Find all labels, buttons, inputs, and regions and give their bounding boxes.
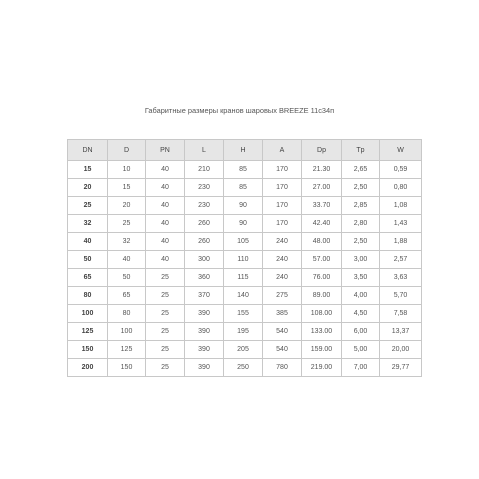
table-cell-h: 115 bbox=[224, 269, 263, 287]
table-cell-w: 1,88 bbox=[380, 233, 422, 251]
table-cell-dp: 219.00 bbox=[302, 359, 342, 377]
table-cell-d: 25 bbox=[108, 215, 146, 233]
table-cell-h: 205 bbox=[224, 341, 263, 359]
table-cell-a: 385 bbox=[263, 305, 302, 323]
table-cell-dn: 65 bbox=[68, 269, 108, 287]
column-header-l: L bbox=[185, 140, 224, 161]
table-cell-d: 125 bbox=[108, 341, 146, 359]
table-cell-a: 780 bbox=[263, 359, 302, 377]
table-cell-tp: 3,00 bbox=[342, 251, 380, 269]
table-row bbox=[68, 215, 422, 233]
table-cell-h: 105 bbox=[224, 233, 263, 251]
table-cell-w: 2,57 bbox=[380, 251, 422, 269]
table-header-row bbox=[68, 140, 422, 161]
table-cell-w: 3,63 bbox=[380, 269, 422, 287]
table-cell-a: 170 bbox=[263, 215, 302, 233]
table-cell-h: 155 bbox=[224, 305, 263, 323]
table-cell-l: 390 bbox=[185, 323, 224, 341]
table-cell-h: 90 bbox=[224, 215, 263, 233]
table-cell-h: 110 bbox=[224, 251, 263, 269]
table-cell-w: 1,08 bbox=[380, 197, 422, 215]
table-cell-tp: 3,50 bbox=[342, 269, 380, 287]
table-row bbox=[68, 269, 422, 287]
table-cell-w: 1,43 bbox=[380, 215, 422, 233]
table-cell-a: 170 bbox=[263, 161, 302, 179]
table-cell-pn: 40 bbox=[146, 197, 185, 215]
table-cell-tp: 2,65 bbox=[342, 161, 380, 179]
table-cell-dp: 21.30 bbox=[302, 161, 342, 179]
page-title: Габаритные размеры кранов шаровых BREEZE 11с34п bbox=[144, 106, 335, 115]
column-header-tp: Tp bbox=[342, 140, 380, 161]
table-cell-pn: 40 bbox=[146, 233, 185, 251]
table-cell-a: 240 bbox=[263, 269, 302, 287]
table-cell-w: 13,37 bbox=[380, 323, 422, 341]
table-cell-pn: 25 bbox=[146, 269, 185, 287]
table-cell-dp: 33.70 bbox=[302, 197, 342, 215]
table-cell-w: 5,70 bbox=[380, 287, 422, 305]
table-cell-dn: 50 bbox=[68, 251, 108, 269]
table-cell-l: 230 bbox=[185, 179, 224, 197]
table-row bbox=[68, 251, 422, 269]
table-cell-pn: 25 bbox=[146, 359, 185, 377]
table-cell-pn: 40 bbox=[146, 251, 185, 269]
table-cell-dp: 89.00 bbox=[302, 287, 342, 305]
dimensions-table bbox=[67, 139, 422, 377]
table-cell-a: 540 bbox=[263, 323, 302, 341]
table-cell-a: 170 bbox=[263, 179, 302, 197]
table-row bbox=[68, 197, 422, 215]
table-cell-dn: 15 bbox=[68, 161, 108, 179]
table-cell-w: 20,00 bbox=[380, 341, 422, 359]
table-cell-dn: 150 bbox=[68, 341, 108, 359]
table-cell-dp: 42.40 bbox=[302, 215, 342, 233]
column-header-pn: PN bbox=[146, 140, 185, 161]
table-cell-dp: 48.00 bbox=[302, 233, 342, 251]
table-cell-l: 300 bbox=[185, 251, 224, 269]
table-cell-tp: 7,00 bbox=[342, 359, 380, 377]
table-cell-dn: 32 bbox=[68, 215, 108, 233]
table-cell-dn: 80 bbox=[68, 287, 108, 305]
table-cell-w: 0,80 bbox=[380, 179, 422, 197]
table-cell-d: 65 bbox=[108, 287, 146, 305]
table-cell-dn: 40 bbox=[68, 233, 108, 251]
table-cell-l: 370 bbox=[185, 287, 224, 305]
table-cell-d: 15 bbox=[108, 179, 146, 197]
column-header-h: H bbox=[224, 140, 263, 161]
table-cell-tp: 4,50 bbox=[342, 305, 380, 323]
table-cell-h: 90 bbox=[224, 197, 263, 215]
table-cell-d: 50 bbox=[108, 269, 146, 287]
table-cell-d: 32 bbox=[108, 233, 146, 251]
table-row bbox=[68, 233, 422, 251]
column-header-d: D bbox=[108, 140, 146, 161]
table-cell-l: 260 bbox=[185, 215, 224, 233]
table-cell-pn: 40 bbox=[146, 179, 185, 197]
table-row bbox=[68, 305, 422, 323]
table-cell-l: 360 bbox=[185, 269, 224, 287]
table-cell-pn: 40 bbox=[146, 161, 185, 179]
table-cell-dn: 200 bbox=[68, 359, 108, 377]
table-cell-l: 210 bbox=[185, 161, 224, 179]
table-cell-a: 170 bbox=[263, 197, 302, 215]
table-cell-d: 150 bbox=[108, 359, 146, 377]
table-cell-pn: 25 bbox=[146, 305, 185, 323]
table-cell-d: 100 bbox=[108, 323, 146, 341]
table-cell-tp: 2,80 bbox=[342, 215, 380, 233]
table-cell-d: 80 bbox=[108, 305, 146, 323]
column-header-dn: DN bbox=[68, 140, 108, 161]
table-cell-dn: 25 bbox=[68, 197, 108, 215]
table-cell-d: 20 bbox=[108, 197, 146, 215]
table-cell-dp: 159.00 bbox=[302, 341, 342, 359]
table-cell-pn: 25 bbox=[146, 287, 185, 305]
table-cell-a: 240 bbox=[263, 233, 302, 251]
table-cell-dn: 100 bbox=[68, 305, 108, 323]
table-cell-a: 275 bbox=[263, 287, 302, 305]
table-cell-dp: 57.00 bbox=[302, 251, 342, 269]
table-cell-pn: 25 bbox=[146, 341, 185, 359]
table-cell-w: 7,58 bbox=[380, 305, 422, 323]
table-row bbox=[68, 287, 422, 305]
table-cell-pn: 40 bbox=[146, 215, 185, 233]
table-row bbox=[68, 323, 422, 341]
table-cell-dn: 20 bbox=[68, 179, 108, 197]
table-cell-h: 85 bbox=[224, 161, 263, 179]
table-cell-tp: 5,00 bbox=[342, 341, 380, 359]
table-cell-dp: 133.00 bbox=[302, 323, 342, 341]
table-cell-h: 250 bbox=[224, 359, 263, 377]
table-cell-tp: 2,85 bbox=[342, 197, 380, 215]
table-cell-dp: 108.00 bbox=[302, 305, 342, 323]
table-cell-pn: 25 bbox=[146, 323, 185, 341]
table-cell-a: 540 bbox=[263, 341, 302, 359]
table-cell-tp: 2,50 bbox=[342, 233, 380, 251]
table-cell-dn: 125 bbox=[68, 323, 108, 341]
table-cell-a: 240 bbox=[263, 251, 302, 269]
column-header-w: W bbox=[380, 140, 422, 161]
table-cell-tp: 2,50 bbox=[342, 179, 380, 197]
table-cell-tp: 6,00 bbox=[342, 323, 380, 341]
table-cell-l: 230 bbox=[185, 197, 224, 215]
table-cell-w: 0,59 bbox=[380, 161, 422, 179]
table-cell-l: 390 bbox=[185, 359, 224, 377]
table-row bbox=[68, 359, 422, 377]
table-row bbox=[68, 341, 422, 359]
table-row bbox=[68, 161, 422, 179]
table-cell-h: 140 bbox=[224, 287, 263, 305]
column-header-dp: Dp bbox=[302, 140, 342, 161]
table-cell-l: 390 bbox=[185, 341, 224, 359]
table-cell-dp: 27.00 bbox=[302, 179, 342, 197]
table-cell-h: 195 bbox=[224, 323, 263, 341]
table-cell-l: 390 bbox=[185, 305, 224, 323]
table-cell-w: 29,77 bbox=[380, 359, 422, 377]
table-cell-l: 260 bbox=[185, 233, 224, 251]
table-cell-d: 10 bbox=[108, 161, 146, 179]
table-cell-d: 40 bbox=[108, 251, 146, 269]
table-cell-h: 85 bbox=[224, 179, 263, 197]
column-header-a: A bbox=[263, 140, 302, 161]
table-row bbox=[68, 179, 422, 197]
table-cell-tp: 4,00 bbox=[342, 287, 380, 305]
table-cell-dp: 76.00 bbox=[302, 269, 342, 287]
